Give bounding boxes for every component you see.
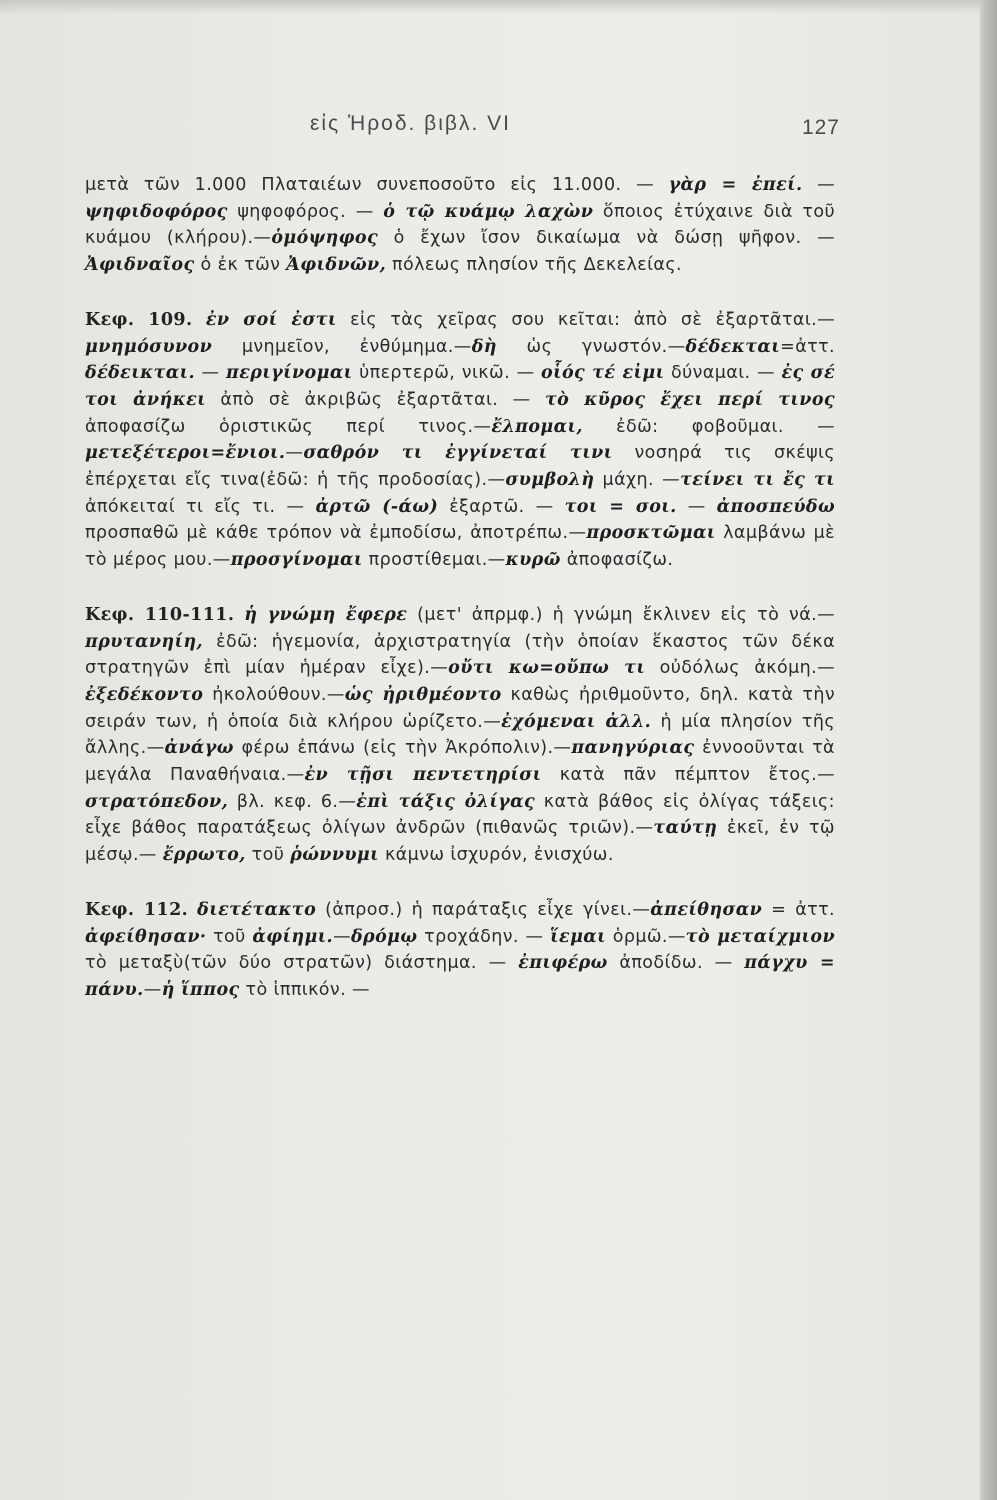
gloss-text: ἀπὸ σὲ ἀκριβῶς ἐξαρτᾶται. — [206, 389, 545, 410]
gloss-text: φέρω ἐπάνω (εἰς τὴν Ἀκρόπολιν).— [233, 738, 572, 759]
commentary-text [85, 172, 835, 1004]
lemma-term: γὰρ = ἐπεί. [668, 175, 803, 195]
running-head [70, 112, 840, 152]
gloss-text: ἠκολούθουν.— [203, 684, 345, 705]
lemma-term: ταύτῃ [653, 818, 718, 839]
lemma-term: ὡς ἠριθμέοντο [344, 684, 502, 705]
gloss-text: ἀποφασίζω. [560, 550, 674, 571]
gloss-text: μετὰ τῶν 1.000 Πλαταιέων συνεποσοῦτο εἰς 11.000. — [85, 175, 669, 195]
paragraph-gap [85, 869, 835, 897]
lemma-term: ῥώννυμι [290, 845, 379, 866]
lemma-term: ἐξεδέκοντο [85, 684, 204, 705]
lemma-term: ἀφείθησαν· [85, 926, 207, 947]
lemma-term: πάγχυ = πάνυ. [85, 953, 835, 1000]
gloss-text: πόλεως πλησίον τῆς Δεκελείας. [386, 255, 682, 276]
lemma-term: στρατόπεδον, [85, 791, 229, 812]
running-title: εἰς Ἡροδ. βιβλ. VI [310, 112, 512, 135]
lemma-term: πανηγύριας [571, 738, 695, 759]
lemma-term: πρυτανηίη, [85, 631, 203, 652]
page-number: 127 [801, 116, 840, 139]
gloss-text: ψηφοφόρος. — [227, 201, 384, 222]
gloss-text: — [285, 443, 304, 464]
gloss-text: ὅποιος ἐτύχαινε διὰ τοῦ κυάμου (κλήρου).— [85, 201, 836, 249]
lemma-term: συμβολὴ [505, 470, 595, 491]
lemma-term: ἔρρωτο, [162, 845, 246, 866]
gloss-text: ἡ μία πλησίον τῆς ἄλλης.— [85, 711, 835, 759]
gloss-text: τὸ μεταξὺ(τῶν δύο στρατῶν) διάστημα. — [85, 953, 519, 974]
chapter-label: Κεφ. 110-111. [85, 604, 235, 625]
chapter-label: Κεφ. 112. [85, 899, 189, 920]
gloss-text: βλ. κεφ. 6.— [228, 791, 357, 812]
lemma-term: τείνει τι ἔς τι [680, 470, 836, 491]
lemma-term: ὁ τῷ κυάμῳ λαχὼν [383, 201, 594, 222]
gloss-text: κατὰ βάθος εἰς ὀλίγας τάξεις: εἶχε βάθος παρατάξεως ὀλίγων ἀνδρῶν (πιθανῶς τριῶν).— [85, 791, 835, 839]
gloss-text: ἀποφασίζω ὁριστικῶς περί τινος.— [85, 416, 492, 437]
lemma-term: Ἀφιδνῶν, [286, 255, 387, 276]
lemma-term: ἀφίημι. [252, 926, 334, 947]
gloss-text: ἐδῶ: ἡγεμονία, ἀρχιστρατηγία (τὴν ὁποίαν ἕκαστος τῶν δέκα στρατηγῶν ἐπὶ μίαν ἡμέραν εἶχε).— [85, 631, 835, 679]
gloss-text: οὐδόλως ἀκόμη.— [645, 658, 835, 679]
page-top-shadow [0, 0, 997, 14]
gloss-text: (μετ' ἀπρμφ.) ἡ γνώμη ἔκλινεν εἰς τὸ νά.— [407, 604, 836, 625]
gloss-text: μνημεῖον, ἐνθύμημα.— [212, 336, 472, 357]
gloss-text: ὑπερτερῶ, νικῶ. — [352, 363, 542, 384]
gloss-text: = ἀττ. [762, 899, 836, 920]
gloss-text: εἰς τὰς χεῖρας σου κεῖται: ἀπὸ σὲ ἐξαρτᾶται.— [336, 309, 836, 330]
lemma-term: τὸ μεταίχμιον [685, 926, 836, 947]
lemma-term: ἐς σέ τοι ἀνήκει [85, 363, 836, 410]
gloss-text: ἐξαρτῶ. — [438, 496, 565, 517]
paragraph-chapter-112 [85, 897, 835, 1004]
gloss-text: ὁ ἔχων ἴσον δικαίωμα νὰ δώσῃ ψῆφον. — [378, 228, 835, 249]
lemma-term: δρόμῳ [350, 926, 418, 947]
gloss-text: — [333, 926, 351, 947]
gloss-text: καθὼς ἠριθμοῦντο, δηλ. κατὰ τὴν σειράν των, ἡ ὁποία διὰ κλήρου ὡρίζετο.— [85, 684, 835, 732]
lemma-term: δέδεκται [685, 336, 781, 357]
gloss-text: τροχάδην. — [417, 926, 551, 947]
gloss-text: — [195, 363, 227, 384]
lemma-term: ἀποσπεύδω [716, 496, 836, 517]
gloss-text: τοῦ [245, 845, 291, 866]
lemma-term: οἷός τέ εἰμι [541, 363, 665, 384]
gloss-text: προσπαθῶ μὲ κάθε τρόπον νὰ ἐμποδίσω, ἀποτρέπω.— [85, 523, 587, 544]
lemma-term: Ἀφιδναῖος [85, 255, 195, 276]
lemma-term: ψηφιδοφόρος [85, 201, 228, 222]
gloss-text: μάχη. — [594, 470, 681, 491]
gloss-text: δύναμαι. — [664, 363, 782, 384]
paragraph-chapter-110-111 [85, 602, 835, 869]
paragraph-chapter-109 [85, 307, 835, 574]
lemma-term: ἐπὶ τάξις ὀλίγας [356, 791, 536, 812]
lemma-term: μνημόσυνον [85, 336, 213, 357]
chapter-label: Κεφ. 109. [85, 309, 193, 330]
lemma-term: ἀρτῶ (-άω) [315, 496, 439, 517]
gloss-text: ἀπόκειταί τι εἴς τι. — [85, 496, 316, 517]
lemma-term: οὔτι κω=οὔπω τι [448, 658, 646, 679]
gloss-text: προστίθεμαι.— [362, 550, 506, 571]
gloss-text: νοσηρά τις σκέψις ἐπέρχεται εἴς τινα(ἐδῶ: ἡ τῆς προδοσίας).— [85, 443, 836, 491]
lemma-term: περιγίνομαι [226, 363, 353, 384]
lemma-term: ἐν τῇσι πεντετηρίσι [304, 765, 542, 786]
gloss-text: τοῦ [206, 926, 253, 947]
lemma-term: τὸ κῦρος ἔχει περί τινος [545, 389, 835, 410]
lemma-term: ὁμόψηφος [271, 228, 379, 249]
lemma-term: ἐπιφέρω [518, 953, 608, 974]
gloss-text: ὁ ἐκ τῶν [194, 255, 287, 276]
gloss-text: λαμβάνω μὲ τὸ μέρος μου.— [85, 523, 836, 571]
lemma-term: τοι = σοι. [564, 496, 677, 517]
gloss-text: ἐδῶ: φοβοῦμαι. — [582, 416, 835, 437]
gloss-text: — [676, 496, 717, 517]
lemma-term: ἐν σοί ἐστι [205, 309, 337, 330]
page-edge [980, 0, 997, 1500]
paragraph-gap [85, 574, 835, 602]
gloss-text: — [143, 979, 162, 1000]
lemma-term: προσκτῶμαι [586, 523, 716, 544]
lemma-term: διετέτακτο [197, 899, 317, 920]
gloss-text: ἐκεῖ, ἐν τῷ μέσῳ.— [85, 818, 835, 866]
paragraph-intro [85, 172, 835, 279]
lemma-term: ἵεμαι [550, 926, 607, 947]
gloss-text: κατὰ πᾶν πέμπτον ἔτος.— [541, 765, 835, 786]
lemma-term: σαθρόν τι ἐγγίνεταί τινι [303, 443, 613, 464]
gloss-text: τὸ ἱππικόν. — [239, 979, 370, 1000]
lemma-term: μετεξέτεροι=ἔνιοι. [85, 443, 286, 464]
lemma-term: ἀνάγω [164, 738, 234, 759]
lemma-term: κυρῶ [505, 550, 561, 571]
gloss-text: κάμνω ἰσχυρόν, ἐνισχύω. [379, 845, 614, 866]
lemma-term: δέδεικται. [85, 363, 196, 384]
gloss-text: (ἀπροσ.) ἡ παράταξις εἶχε γίνει.— [316, 899, 651, 920]
lemma-term: ἀπείθησαν [650, 899, 763, 920]
gloss-text: ὡς γνωστόν.— [496, 336, 686, 357]
paragraph-gap [85, 279, 835, 307]
gloss-text: ὁρμῶ.— [606, 926, 686, 947]
gloss-text: ἀποδίδω. — [607, 953, 745, 974]
lemma-term: ἔλπομαι, [491, 416, 583, 437]
lemma-term: ἡ ἵππος [161, 979, 240, 1000]
gloss-text: ἐννοοῦνται τὰ μεγάλα Παναθήναια.— [85, 738, 835, 786]
gloss-text: =ἀττ. [780, 336, 835, 357]
gloss-text: — [802, 175, 835, 195]
lemma-term: προσγίνομαι [230, 550, 363, 571]
lemma-term: ἡ γνώμη ἔφερε [244, 604, 408, 625]
lemma-term: ἐχόμεναι ἀλλ. [501, 711, 652, 732]
lemma-term: δὴ [471, 336, 497, 357]
